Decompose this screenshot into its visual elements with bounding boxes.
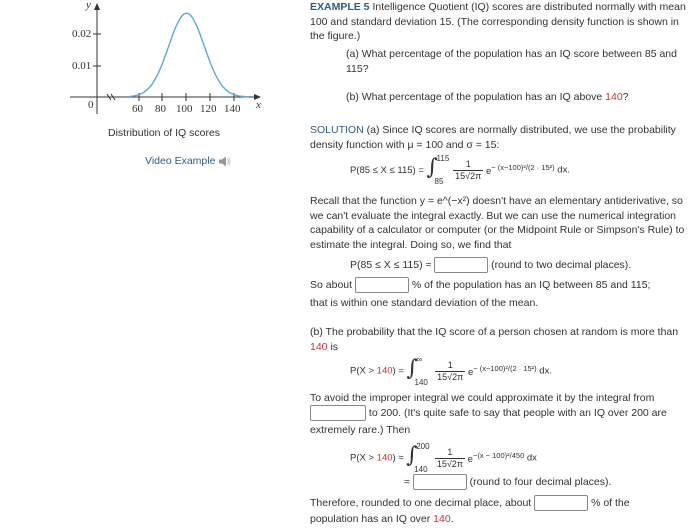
integral-sign: ∫ — [406, 443, 418, 468]
x-tick-label-120: 120 — [200, 103, 217, 115]
graph-panel — [0, 0, 300, 529]
eq1-numerator: 1 — [453, 159, 483, 171]
question-b — [346, 90, 686, 105]
eq3-exponential — [467, 450, 525, 466]
question-b-end: ? — [622, 91, 629, 103]
example-title: EXAMPLE 5 — [310, 1, 370, 13]
avoid-line2: to 200. (It's quite safe to say that people with an IQ over 200 are — [368, 406, 667, 419]
eq3-upper-limit: 200 — [416, 442, 430, 451]
eq1-exponent: − (x−100)²/(2 · 15²) — [491, 162, 555, 172]
approx-row — [350, 257, 631, 273]
equation-1 — [350, 155, 570, 185]
equation-2 — [350, 356, 552, 386]
eq2-lhs-post: ) = — [392, 365, 404, 377]
x-tick-label-100: 100 — [176, 103, 193, 115]
eq2-integral — [406, 355, 428, 387]
approx-sign: ≈ — [404, 475, 410, 488]
equation-3 — [350, 443, 537, 473]
eq3-e: e — [467, 454, 473, 466]
solution-a-text: (a) Since IQ scores are normally distributed, we use the probability density function with μ = 100 and σ = 15: — [310, 124, 676, 151]
eq3-lhs: P(X > 140) ≈ — [350, 452, 404, 464]
answer-input-4[interactable] — [413, 474, 467, 490]
eq3-lhs-pre: P(X > — [350, 452, 377, 464]
eq1-denominator: 15√2π — [455, 170, 482, 181]
eq2-e: e — [467, 367, 474, 379]
answer-input-3[interactable] — [310, 405, 366, 421]
final-text: population has an IQ over — [310, 513, 434, 525]
eq2-dx: dx. — [539, 365, 552, 377]
origin-label: 0 — [88, 99, 94, 111]
final-end: . — [450, 513, 454, 525]
eq2-exponential — [467, 363, 537, 379]
solution-a — [310, 123, 690, 152]
final-value: 140 — [433, 513, 451, 525]
x-tick-label-140: 140 — [224, 103, 241, 115]
so-about-rest: % of the population has an IQ between 85 and 115; — [411, 278, 651, 291]
eq1-upper-limit: 115 — [436, 154, 450, 163]
example-intro — [310, 0, 690, 44]
eq1-dx: dx. — [557, 164, 570, 176]
eq2-fraction — [435, 360, 465, 383]
eq2-upper-limit: ∞ — [416, 355, 423, 364]
part-b-pre: (b) The probability that the IQ score of a person chosen at random is more than — [310, 326, 679, 338]
therefore-row — [310, 495, 630, 511]
avoid-line1: To avoid the improper integral we could approximate it by the integral from — [310, 392, 655, 404]
eq1-lhs: P(85 ≤ X ≤ 115) = — [350, 164, 424, 176]
question-b-text: (b) What percentage of the population has an IQ above — [346, 91, 606, 103]
part-b-post: is — [327, 340, 339, 353]
speaker-icon — [218, 156, 231, 167]
eq3-numerator: 1 — [435, 447, 465, 459]
graph-caption: Distribution of IQ scores — [108, 127, 221, 139]
eq3-denominator: 15√2π — [436, 458, 464, 469]
avoid-line2-row — [310, 405, 667, 421]
answer-input-5[interactable] — [534, 495, 588, 511]
therefore-rest: % of the — [591, 496, 630, 509]
eq3-integral — [406, 442, 430, 474]
example-content — [310, 0, 692, 529]
eq3-dx: dx — [526, 452, 537, 464]
solution-label: SOLUTION — [310, 124, 364, 136]
y-axis-arrow — [94, 3, 100, 10]
therefore-text: Therefore, rounded to one decimal place, about — [310, 496, 532, 509]
eq2-lhs-value: 140 — [376, 365, 393, 377]
eq1-exponential — [485, 162, 555, 178]
density-curve — [130, 13, 249, 97]
avoid-line3: extremely rare.) Then — [310, 424, 411, 436]
eq3-note: (round to four decimal places). — [469, 475, 612, 488]
eq2-lower-limit: 140 — [414, 378, 428, 387]
eq2-lhs-pre: P(X > — [350, 365, 377, 377]
eq1-lower-limit: 85 — [434, 177, 444, 186]
x-tick-label-80: 80 — [155, 103, 166, 115]
example-intro-text: Intelligence Quotient (IQ) scores are distributed normally with mean 100 and standard deviation 15. (The corresponding density function is shown in the figure.) — [310, 1, 686, 42]
x-tick-label-60: 60 — [132, 103, 143, 115]
eq2-denominator: 15√2π — [437, 371, 464, 382]
y-axis-label: y — [86, 0, 91, 11]
eq3-exponent: −(x − 100)²/450 — [472, 450, 525, 460]
video-example-label: Video Example — [145, 155, 216, 167]
approx-lhs: P(85 ≤ X ≤ 115) ≈ — [350, 258, 432, 271]
integral-sign: ∫ — [406, 356, 418, 381]
eq1-fraction — [453, 159, 483, 182]
question-a: (a) What percentage of the population has an IQ score between 85 and 115? — [346, 48, 677, 75]
integral-sign: ∫ — [426, 155, 438, 180]
x-axis-label: x — [256, 99, 261, 111]
so-about-line2: that is within one standard deviation of the mean. — [310, 297, 539, 309]
part-b-text — [310, 325, 690, 354]
question-b-value: 140 — [605, 91, 623, 103]
so-about-row — [310, 277, 650, 293]
so-about-label: So about — [310, 278, 353, 291]
eq1-e: e — [485, 166, 492, 178]
recall-text: Recall that the function y = e^(−x²) doesn't have an elementary antiderivative, so we can't evaluate the integral exactly. But we can use the numerical integration capability of a calculator or computer (or the Midpoint Rule or Simpson's Rule) to estimate the integral. Doing so, we find that — [310, 195, 685, 251]
final-line — [310, 512, 690, 527]
eq3-answer-row — [404, 474, 611, 490]
approx-note: (round to two decimal places). — [491, 258, 632, 271]
y-tick-label-0.02: 0.02 — [72, 28, 92, 40]
eq3-lower-limit: 140 — [414, 465, 428, 474]
eq2-exponent: − (x−100)²/(2 · 15²) — [473, 363, 537, 373]
eq3-fraction — [435, 447, 465, 470]
answer-input-2[interactable] — [355, 277, 409, 293]
eq2-lhs — [350, 366, 404, 377]
eq1-integral — [426, 154, 450, 186]
normal-density-graph — [0, 0, 300, 125]
video-example-link[interactable] — [145, 155, 231, 167]
y-tick-label-0.01: 0.01 — [72, 60, 92, 72]
part-b-value: 140 — [310, 340, 328, 353]
eq2-numerator: 1 — [435, 360, 465, 372]
answer-input-1[interactable] — [434, 257, 488, 273]
eq3-lhs-value: 140 — [376, 452, 393, 464]
